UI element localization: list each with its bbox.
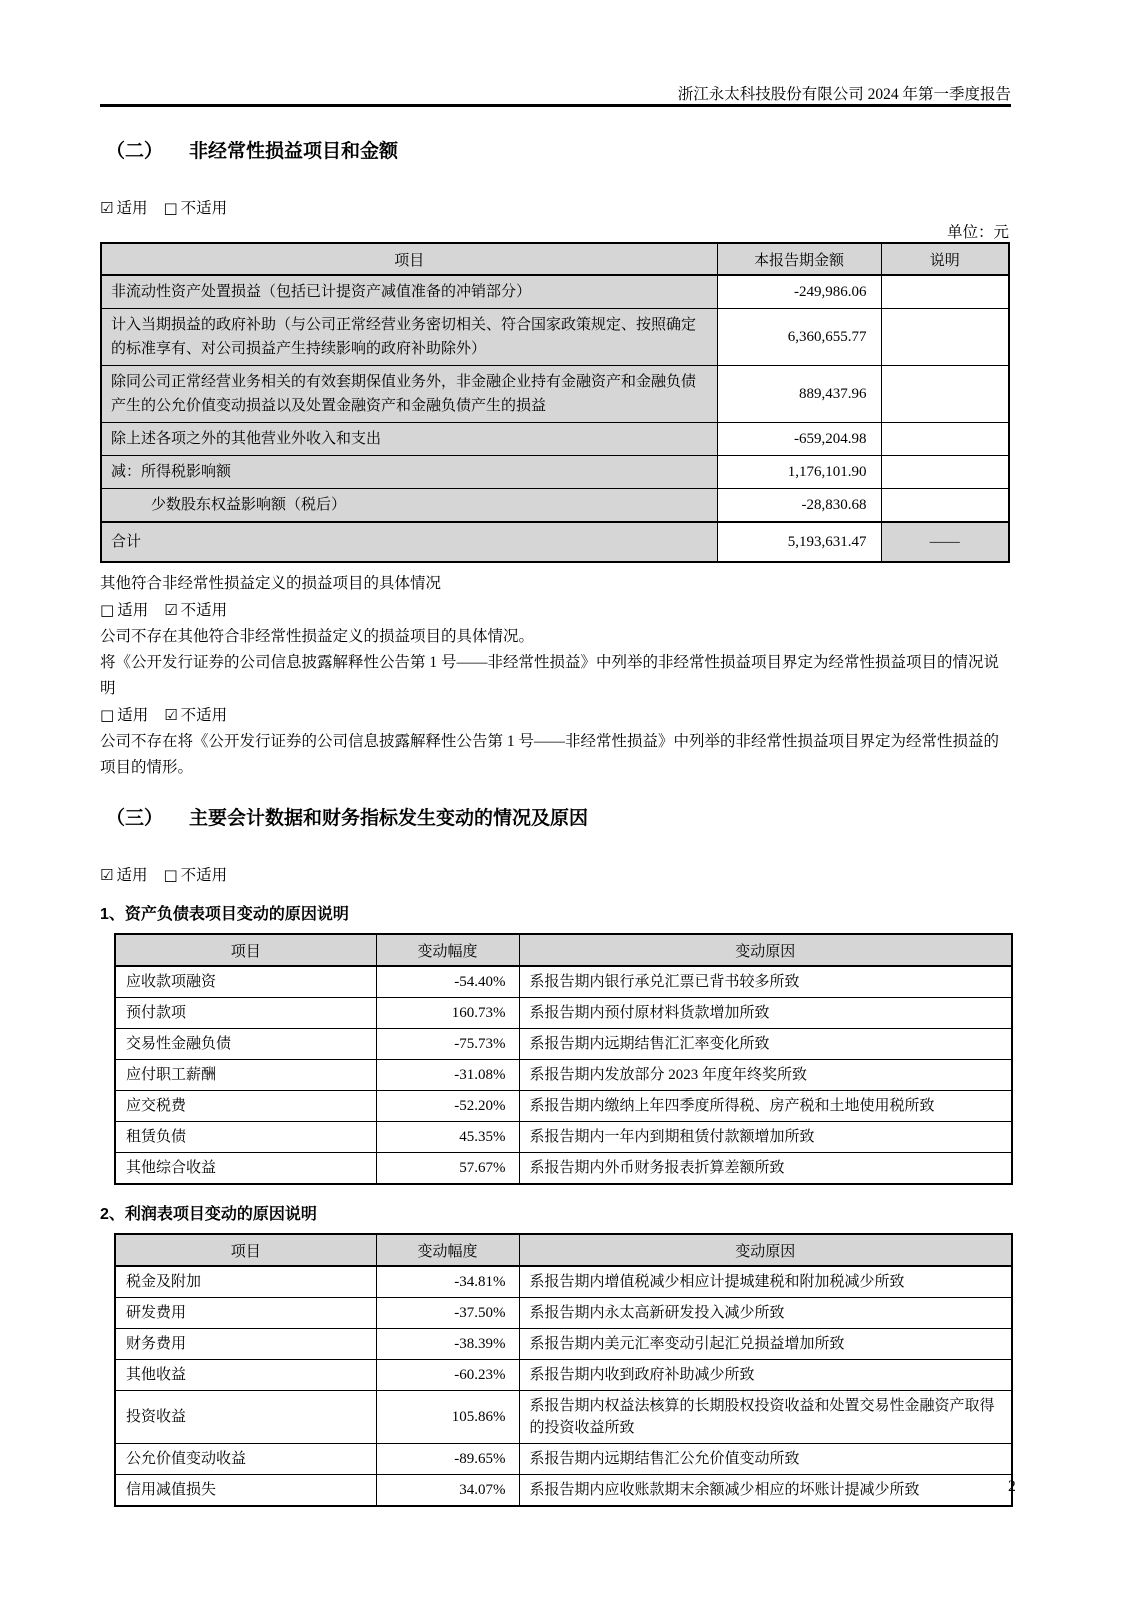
non-recurring-items-table — [100, 242, 1010, 563]
apply-label: 适用 — [117, 602, 149, 619]
reason-cell: 系报告期内外币财务报表折算差额所致 — [519, 1153, 1012, 1185]
item-cell: 其他收益 — [115, 1360, 376, 1391]
amount-cell: -249,986.06 — [717, 275, 881, 309]
column-header-change: 变动幅度 — [376, 1234, 519, 1266]
reason-cell: 系报告期内远期结售汇汇率变化所致 — [519, 1029, 1012, 1060]
item-cell: 应收款项融资 — [115, 966, 376, 998]
table-row — [115, 1029, 1012, 1060]
change-cell: -54.40% — [376, 966, 519, 998]
table-row — [115, 1091, 1012, 1122]
change-cell: -75.73% — [376, 1029, 519, 1060]
section-title-changes — [100, 803, 1011, 830]
income-statement-subheading: 2、利润表项目变动的原因说明 — [100, 1206, 317, 1223]
amount-cell: -28,830.68 — [717, 489, 881, 523]
table-row — [115, 1060, 1012, 1091]
item-cell: 除同公司正常经营业务相关的有效套期保值业务外，非金融企业持有金融资产和金融负债产生的公允价值变动损益以及处置金融资产和金融负债产生的损益 — [101, 366, 717, 423]
column-header-change: 变动幅度 — [376, 934, 519, 966]
unit-label: 单位：元 — [946, 224, 1009, 241]
amount-cell: 889,437.96 — [717, 366, 881, 423]
table-header-row — [101, 243, 1009, 275]
section-title-text: 主要会计数据和财务指标发生变动的情况及原因 — [189, 808, 589, 829]
item-cell: 预付款项 — [115, 998, 376, 1029]
balance-sheet-changes-table — [114, 933, 1013, 1185]
amount-cell: 6,360,655.77 — [717, 309, 881, 366]
item-cell: 公允价值变动收益 — [115, 1444, 376, 1475]
reason-cell: 系报告期内永太高新研发投入减少所致 — [519, 1298, 1012, 1329]
table-row — [115, 1329, 1012, 1360]
amount-cell: 5,193,631.47 — [717, 522, 881, 562]
other-items-heading: 其他符合非经常性损益定义的损益项目的具体情况 — [100, 575, 442, 592]
applicability-line — [100, 196, 1011, 218]
amount-cell: 1,176,101.90 — [717, 456, 881, 489]
page-number: 2 — [1008, 1478, 1016, 1495]
table-header-row — [115, 934, 1012, 966]
change-cell: -60.23% — [376, 1360, 519, 1391]
unchecked-checkbox-icon: □ — [100, 706, 115, 724]
income-statement-changes-table — [114, 1233, 1013, 1507]
item-cell: 财务费用 — [115, 1329, 376, 1360]
apply-label: 适用 — [116, 200, 148, 217]
item-cell: 投资收益 — [115, 1391, 376, 1444]
table-row — [115, 1444, 1012, 1475]
applicability-line — [100, 863, 1011, 885]
item-cell: 租赁负债 — [115, 1122, 376, 1153]
unchecked-checkbox-icon: □ — [163, 199, 178, 217]
table-row — [115, 1391, 1012, 1444]
column-header-note: 说明 — [881, 243, 1009, 275]
other-items-statement: 公司不存在其他符合非经常性损益定义的损益项目的具体情况。 — [100, 628, 535, 645]
column-header-reason: 变动原因 — [519, 934, 1012, 966]
column-header-amount: 本报告期金额 — [717, 243, 881, 275]
total-row — [101, 522, 1009, 562]
reason-cell: 系报告期内收到政府补助减少所致 — [519, 1360, 1012, 1391]
amount-cell: -659,204.98 — [717, 423, 881, 456]
notes-block — [100, 571, 1008, 781]
table-row — [101, 456, 1009, 489]
change-cell: -38.39% — [376, 1329, 519, 1360]
apply-label: 适用 — [117, 707, 149, 724]
change-cell: 105.86% — [376, 1391, 519, 1444]
item-cell: 计入当期损益的政府补助（与公司正常经营业务密切相关、符合国家政策规定、按照确定的标准享有、对公司损益产生持续影响的政府补助除外） — [101, 309, 717, 366]
reclass-statement: 公司不存在将《公开发行证券的公司信息披露解释性公告第 1 号——非经常性损益》中列举的非经常性损益项目界定为经常性损益的项目的情形。 — [100, 733, 1000, 776]
not-apply-label: 不适用 — [180, 200, 228, 217]
change-cell: 160.73% — [376, 998, 519, 1029]
note-cell — [881, 423, 1009, 456]
table-row — [101, 275, 1009, 309]
change-cell: -34.81% — [376, 1266, 519, 1298]
table-row — [101, 423, 1009, 456]
checked-checkbox-icon: ☑ — [164, 601, 178, 619]
table-row — [115, 1266, 1012, 1298]
checked-checkbox-icon: ☑ — [164, 706, 178, 724]
note-cell — [881, 456, 1009, 489]
column-header-item: 项目 — [115, 934, 376, 966]
reason-cell: 系报告期内应收账款期末余额减少相应的坏账计提减少所致 — [519, 1475, 1012, 1507]
not-apply-label: 不适用 — [180, 602, 228, 619]
reason-cell: 系报告期内预付原材料货款增加所致 — [519, 998, 1012, 1029]
item-cell: 其他综合收益 — [115, 1153, 376, 1185]
item-cell: 除上述各项之外的其他营业外收入和支出 — [101, 423, 717, 456]
not-apply-label: 不适用 — [180, 867, 228, 884]
column-header-item: 项目 — [115, 1234, 376, 1266]
unchecked-checkbox-icon: □ — [163, 866, 178, 884]
applicability-line — [100, 702, 1008, 729]
note-cell — [881, 366, 1009, 423]
change-cell: -37.50% — [376, 1298, 519, 1329]
unchecked-checkbox-icon: □ — [100, 601, 115, 619]
apply-label: 适用 — [116, 867, 148, 884]
table-header-row — [115, 1234, 1012, 1266]
note-cell — [881, 275, 1009, 309]
item-cell: 合计 — [101, 522, 717, 562]
change-cell: -31.08% — [376, 1060, 519, 1091]
table-row — [115, 1298, 1012, 1329]
reason-cell: 系报告期内发放部分 2023 年度年终奖所致 — [519, 1060, 1012, 1091]
column-header-item: 项目 — [101, 243, 717, 275]
table-row — [115, 998, 1012, 1029]
table-row — [115, 1122, 1012, 1153]
note-cell — [881, 489, 1009, 523]
item-cell: 减：所得税影响额 — [101, 456, 717, 489]
item-cell: 信用减值损失 — [115, 1475, 376, 1507]
not-apply-label: 不适用 — [180, 707, 228, 724]
header-divider — [100, 104, 1011, 107]
table-row — [115, 966, 1012, 998]
change-cell: -89.65% — [376, 1444, 519, 1475]
column-header-reason: 变动原因 — [519, 1234, 1012, 1266]
table-row — [115, 1360, 1012, 1391]
reason-cell: 系报告期内权益法核算的长期股权投资收益和处置交易性金融资产取得的投资收益所致 — [519, 1391, 1012, 1444]
page-content — [100, 136, 1011, 1507]
section-number: （二） — [106, 141, 164, 162]
item-cell: 税金及附加 — [115, 1266, 376, 1298]
note-cell — [881, 309, 1009, 366]
item-cell: 应付职工薪酬 — [115, 1060, 376, 1091]
table-row — [115, 1153, 1012, 1185]
reason-cell: 系报告期内美元汇率变动引起汇兑损益增加所致 — [519, 1329, 1012, 1360]
change-cell: 45.35% — [376, 1122, 519, 1153]
reason-cell: 系报告期内远期结售汇公允价值变动所致 — [519, 1444, 1012, 1475]
reason-cell: 系报告期内银行承兑汇票已背书较多所致 — [519, 966, 1012, 998]
applicability-line — [100, 597, 1008, 624]
section-title-text: 非经常性损益项目和金额 — [189, 141, 399, 162]
reclass-heading: 将《公开发行证券的公司信息披露解释性公告第 1 号——非经常性损益》中列举的非经常性损益项目界定为经常性损益项目的情况说明 — [100, 654, 1000, 697]
checked-checkbox-icon: ☑ — [100, 199, 114, 217]
reason-cell: 系报告期内增值税减少相应计提城建税和附加税减少所致 — [519, 1266, 1012, 1298]
balance-sheet-subheading: 1、资产负债表项目变动的原因说明 — [100, 906, 349, 923]
item-cell: 应交税费 — [115, 1091, 376, 1122]
item-cell: 少数股东权益影响额（税后） — [101, 489, 717, 523]
table-row — [101, 309, 1009, 366]
table-row — [101, 489, 1009, 523]
report-header-title: 浙江永太科技股份有限公司 2024 年第一季度报告 — [677, 86, 1011, 103]
section-number: （三） — [106, 808, 164, 829]
reason-cell: 系报告期内缴纳上年四季度所得税、房产税和土地使用税所致 — [519, 1091, 1012, 1122]
table-row — [115, 1475, 1012, 1507]
change-cell: 57.67% — [376, 1153, 519, 1185]
table-row — [101, 366, 1009, 423]
change-cell: 34.07% — [376, 1475, 519, 1507]
section-title-non-recurring — [100, 136, 1011, 163]
item-cell: 研发费用 — [115, 1298, 376, 1329]
note-cell: —— — [881, 522, 1009, 562]
item-cell: 非流动性资产处置损益（包括已计提资产减值准备的冲销部分） — [101, 275, 717, 309]
item-cell: 交易性金融负债 — [115, 1029, 376, 1060]
checked-checkbox-icon: ☑ — [100, 866, 114, 884]
reason-cell: 系报告期内一年内到期租赁付款额增加所致 — [519, 1122, 1012, 1153]
change-cell: -52.20% — [376, 1091, 519, 1122]
